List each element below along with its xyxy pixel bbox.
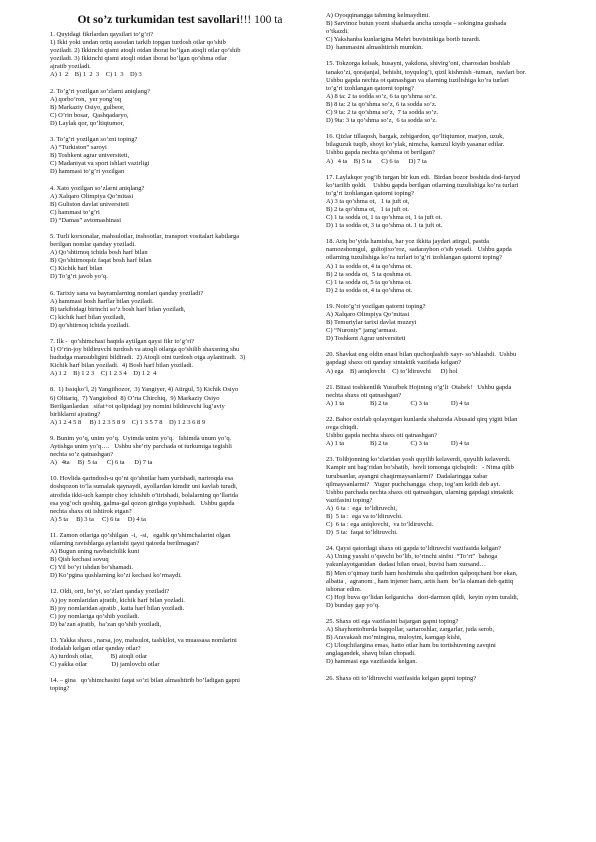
question-line: A) Xalqaro Olimpiya Qo’mitasi (326, 311, 410, 318)
right-column (326, 12, 566, 691)
question-line: albatta , agranom , ham injener ham, artis ham bo’la olaman deb qattiq (326, 577, 514, 585)
question-line: vazifasini toping? (326, 496, 373, 504)
question-block (326, 675, 566, 683)
question-line: C) 9 ta: 2 ta qo’shma so’z, 7 ta sodda so’z. (326, 109, 439, 117)
question-line: otlarning ravishlarga aylanishi qaysi qatorda berilmagan? (50, 539, 200, 547)
question-block (326, 545, 566, 610)
question-line: D) bunday gap yo’q. (326, 601, 380, 609)
question-line: Ushbu parchada nechta shaxs oti qatnashgan, ularning gapdagi sintaktik (326, 488, 514, 496)
question-block (50, 588, 310, 628)
question-line: D) ba’zan ajratib, ba’zan qo’shib yoziladi, (50, 620, 162, 628)
question-block (326, 416, 566, 448)
question-line: qilmaysanlarmi? Yugur puchchangga chop, tog’am keldi deb ayt. (326, 480, 501, 488)
question-line: A) 1 ta B) 2 ta C) 3 ta D) 4 ta (326, 399, 469, 407)
question-line: A) ega B) aniqlovchi C) to’ldiruvchi D) hol (326, 367, 458, 375)
question-line: anglagandek, shavq bilan chopadi. (326, 650, 416, 658)
question-line: B) 2 ta sodda ot, 5 ta qoshma ot. (326, 270, 412, 278)
question-line: yakunlayotganidan dadasi bilan onasi, buvisi ham xursand… (326, 561, 486, 569)
question-line: 16. Qizlar tillaqosh, bargak, zebigardon, qo’ltiqtumor, marjon, uzuk, (326, 133, 504, 141)
question-line: B) 8 ta: 2 ta qo’shma so’z, 6 ta sodda so’z. (326, 100, 437, 108)
question-line: C) 6 ta : ega aniqlovchi, va to’ldiruvchi. (326, 521, 434, 529)
question-line: B) 5 ta : ega va to’ldiruvchi. (326, 512, 403, 520)
question-line: 3. To’g’ri yozilgan so’zni toping? (50, 136, 138, 144)
question-block (326, 133, 566, 165)
question-line: A) “Turkiston” saroyi (50, 144, 107, 152)
question-line: 19. Noto’g’ri yozilgan qatorni toping? (326, 302, 426, 310)
question-line: A) 4 ta B) 5 ta C) 6 ta D) 7 ta (326, 157, 427, 165)
question-line: Ushbu gapda nechta shaxs oti qatnashgan? (326, 432, 438, 440)
question-line: 7. Ilk - qo’shimchasi haqida aytilgan qaysi fikr to’g’ri? (50, 338, 195, 345)
question-line: C) kichik harf bilan yoziladi, (50, 313, 126, 321)
question-line: A) Uning yaxshi o’quvchi bo’lib, to’rinchi sinfni “To’rt” bahoga (326, 553, 498, 561)
question-line: tanako’zi, qorajanjal, behisht, toyqulog’i, qizil kishmish -tuman, navlari bor. (326, 68, 527, 76)
question-line: 6. Tarixiy sana va bayramlarning nomlari qanday yoziladi? (50, 289, 204, 297)
question-line: berilgan nomlar qanday yoziladi. (50, 241, 136, 249)
question-line: 9. Bunim yo’q, unim yo’q. Uyimda unim yo’q. Ishimda unum yo’q. (50, 434, 232, 442)
question-block (50, 233, 310, 282)
question-line: nechta shaxs oti ishtirok etgan? (50, 507, 132, 515)
question-line: 4. Xato yozilgan so’zlarni aniqlang? (50, 184, 145, 192)
question-line: 10. Hovlida qarindosh-u qo’ni qo’shnilar ham yurishadi, nariroqda esa (50, 475, 234, 483)
question-line: 8. 1) Issiqko’l, 2) Yangiihozor, 3) Yangiyer, 4) Atirgul, 5) Kichik Osiyo (50, 386, 239, 394)
question-line: 20. Shavkat eng oldin enasi bilan quchoqlashib xayr- so’shlashdi. Ushbu (326, 351, 517, 359)
question-line: 6) Olttariq, 7) Yangiobod 8) O’rta Chirchiq, 9) Markaziy Osiyo (50, 394, 220, 402)
question-line: yoziladi. 2) Ikkinchi qismi atoqli otdan iborat bo’lgan atoqli otlar qo’shib (50, 47, 241, 55)
question-block (50, 338, 310, 378)
question-line: D) Toshkent Agrar universiteti (326, 335, 406, 343)
question-block (50, 185, 310, 225)
question-block (326, 238, 566, 295)
question-line: B) Toshkent agrar universiteti, (50, 152, 130, 160)
question-block (326, 60, 566, 125)
question-line: B) Qo’shtirnoqsiz faqat bosh harf bilan (50, 257, 152, 265)
question-line: A) Xalqaro Olimpiya Qo’mitasi (50, 192, 134, 200)
question-line: B) Men o’qimay turib ham hoshimda shu qadirdon qalpoqchani bor ekan, (326, 569, 518, 577)
question-line: C) joy nomlariga qo’shib yoziladi. (50, 612, 140, 620)
question-line: 13. Yakka shaxs , narsa, joy, mahsulot, tashkilot, va muassasa nomlarini (50, 636, 237, 644)
question-line: B) Markaziy Osiyo, gulbeor, (50, 103, 125, 111)
question-block (50, 290, 310, 330)
question-line: D) qo’shtirnoq ichida yoziladi. (50, 321, 130, 329)
question-line: o’tkazdi. (326, 28, 349, 36)
question-block (50, 677, 310, 693)
left-column (50, 12, 310, 701)
question-block (326, 456, 566, 537)
question-line: D) 9ta: 3 ta qo’shma so’z, 6 ta sodda so’z. (326, 117, 437, 125)
question-line: 11. Zamon otlariga qo’shilgan -i, -si, egalik qo’shimchalarini olgan (50, 531, 231, 539)
question-line: 24. Qaysi qatordagi shaxs oti gapda to’ldiruvchi vazifasida kelgan? (326, 545, 501, 553)
question-line: 1. Quyidagi fikrlardan qaysilari to’g’ri? (50, 31, 154, 38)
question-line: C) Uloqchilargina emas, hatto otlar ham bu tortishuvning zavqini (326, 642, 496, 650)
question-line: C) Kichik harf bilan (50, 265, 103, 273)
question-line: turubsanlar, ayangni chaqirmaysanlarmi? Dadalaringga xabar (326, 472, 488, 480)
question-line: D) “Damas” avtomashinasi (50, 216, 122, 224)
question-line: esa yog’och qoshiq, galma-gal qozon girdiga yopishadi. Ushbu gapda (50, 499, 235, 507)
question-line: 15. Tokzorga kelsak, husayni, yakdona, shivirg’oni, charosdan boshlab (326, 60, 511, 68)
page-title (50, 14, 310, 26)
question-line: ifodalab kelgan otlar qanday otlar? (50, 645, 141, 652)
question-line: C) 1 ta sodda ot, 5 ta qo’shma ot. (326, 278, 412, 286)
question-line: yoziladi. 3) Ikkinchi qismi atoqli otdan iborat bo’lgan qo’shma otlar (50, 55, 227, 63)
question-line: A) 6 ta : ega to’ldiruvchi, (326, 504, 397, 512)
question-line: C) “Nuroniy” jamg’armasi. (326, 327, 398, 335)
question-line: B) Sarvinoz butun yozni shaharda ancha uzoqda – sokingina gushada (326, 20, 507, 28)
question-line: A) Shayhontohurda baqqollar, sartaroshlar, zargarlar, juda serob, (326, 626, 495, 634)
question-line: 12. Oldi, orti, bo’yi, so’zlari qanday yoziladi? (50, 588, 170, 596)
question-line: C) Hoji buva qo’lidan kelganicha dori-darmon qildi, keyin oyim turaldi, (326, 593, 519, 601)
question-line: B) Aravakash mo’mingina, muloyim, kamgap kishi, (326, 634, 462, 642)
question-line: A) 4ta B) 5 ta C) 6 ta D) 7 ta (50, 459, 153, 467)
question-line: bilaguzuk tuqib, shoyi ko’ylak, nimcha, kamzul kiyib yasanar edilar. (326, 141, 505, 149)
question-block (50, 386, 310, 426)
question-line: A) Bugun uning navbatchilik kuni (50, 548, 140, 556)
question-line: Kichik harf bilan yoziladi. 4) Bosh harf bilan yoziladi. (50, 362, 194, 370)
question-line: D) hammasi to’g’ri yozilgan (50, 168, 125, 176)
question-block (50, 475, 310, 524)
question-line: B) Qish kechasi sovuq (50, 556, 109, 564)
question-line: to’g’ri izohlangan qatorni toping? (326, 84, 414, 92)
question-line: D) 2 ta sodda ot, 4 ta qo’shma ot. (326, 286, 413, 294)
question-line: birliklarni ajrating? (50, 410, 101, 418)
question-line: 23. Tolibjonning ko’zlaridan yosh quyilib kelaverdi, quyulib kelaverdi. (326, 456, 511, 464)
question-line: A) 1 2 B) 1 2 3 C) 1 2 3 4 D) 1 2 4 (50, 370, 157, 378)
question-line: 26. Shaxs oti to’ldiruvchi vazifasida kelgan gapni toping? (326, 674, 477, 682)
question-line: C) 1 ta sodda ot, 1 ta qo’shma ot, 1 ta juft ot. (326, 214, 443, 222)
question-line: A) 1 ta B) 2 ta C) 3 ta D) 4 ta (326, 440, 469, 448)
question-block (50, 435, 310, 467)
question-line: A) 5 ta B) 3 ta C) 6 ta D) 4 ta (50, 515, 146, 523)
question-line: 18. Ariq bo’yida hamisha, har yoz ikkita jaydari atirgul, pastda (326, 238, 490, 246)
question-line: toping? (50, 685, 70, 693)
question-line: 5. Turli korxonalar, mahsulotlar, inshootlar, transport vositalari kabilarga (50, 232, 240, 240)
question-line: 1) Ikki yoki undan ortiq asosdan tarkib topgan turdosh otlar qo’shib (50, 39, 226, 47)
question-line: A) Oyoqqinangga tahming kelmaydimi. (326, 12, 430, 19)
question-line: 14. – gina qo’shimchasini faqat so’zi bilan almashtirib bo’ladigan gapni (50, 677, 240, 685)
question-line: D) hammasi ega vazifasida kelgan. (326, 658, 418, 666)
question-line: to’g’ri izohlangan qatorni toping? (326, 189, 414, 197)
question-line: C) Madaniyat va sport ishlari vazirligi (50, 160, 150, 168)
question-block (326, 618, 566, 667)
question-line: C) Yil bo’yi ishdan bo’shamadi. (50, 564, 133, 572)
question-block (326, 384, 566, 408)
question-line: 1) O’rin-joy bildiruvchi turdosh va atoqli otlarga qo’shilib shaxsning shu (50, 346, 240, 354)
question-line: D) 1 ta sodda ot, 3 ta qo’shma ot. 1 ta juft ot. (326, 222, 443, 230)
question-line: gapdagi shaxs oti qanday sintaktik vazifada kelgan? (326, 359, 462, 367)
question-line: ajratib yoziladi. (50, 63, 91, 71)
question-line: Kampir uni bag’ridan bo’shatib, hovli tomonga qichqirdi: - Nima qilib (326, 464, 514, 472)
question-line: C) yakka otlar D) jamlovchi otlar (50, 661, 160, 669)
question-block (50, 532, 310, 581)
question-line: Berilganlardan sifat+ot qolipidagi joy nomini bildiruvchi lug’aviy (50, 402, 225, 410)
question-line: ishonar edim. (326, 585, 362, 593)
question-line: D) Ko’pgina qushlarning ko’zi kechasi ko’rmaydi. (50, 572, 182, 580)
question-line: A) joy nomlaridan ajratib, kichik harf bilan yozladi. (50, 596, 185, 604)
question-line: 2. To’g’ri yozilgan so’zlarni aniqlang? (50, 87, 150, 95)
question-line: D) 5 ta: faqat to’ldiruvchi. (326, 529, 398, 537)
question-block (50, 31, 310, 80)
question-line: A) turdosh otlar, B) atoqli otlar (50, 653, 148, 661)
question-line: nechta so’z qatnashgan? (50, 451, 114, 459)
question-line: C) hammasi to’g’ri (50, 208, 100, 216)
question-block (326, 303, 566, 343)
question-line: C) O’rin bosar, Qashqadaryo, (50, 111, 129, 119)
question-line: 21. Bitasi toshkentlik Yusufbek Hojining o’g’li Otabek! Ushbu gapda (326, 383, 512, 391)
question-line: hududga mansubligini bildiradi. 2) Atoqli otni turdosh otga aylantiradi. 3) (50, 354, 246, 362)
question-line: A) 1 2 B) 1 2 3 C) 1 3 D) 3 (50, 71, 142, 79)
question-line: otlarning tuzulishiga ko’ra turlari to’g’ri izohlangan qatorni toping? (326, 254, 502, 262)
question-line: doshqozon to’la sumalak qaynaydi, ayollardan kimdir uni kavlab turadi, (50, 483, 238, 491)
question-line: D) To’g’ri javob yo’q. (50, 273, 108, 281)
question-line: D) hammasini almashtirish mumkin. (326, 44, 423, 52)
question-line: D) Laylak qor, qo’ltiqtumor, (50, 119, 125, 127)
question-line: 22. Bahor oxirlab qolayotgan kunlarda shahzoda Abusaid qirq yigiti bilan (326, 415, 518, 423)
title-bold: Ot so’z turkumidan test savollari (77, 14, 240, 26)
question-line: ovga chiqdi. (326, 424, 359, 432)
question-line: A) 8 ta: 2 ta sodda so’z, 6 ta qo’shma so’z. (326, 92, 437, 100)
question-line: B) 2 ta qo’shma ot, 1 ta juft ot. (326, 205, 410, 213)
question-line: C) Yakshanba kunlarigina Mehri buvisinikiga borib turardi. (326, 36, 481, 44)
title-extra: !!! 100 ta (239, 14, 283, 26)
question-line: Ushbu gapda nechta qo’shma ot berilgan? (326, 149, 435, 157)
question-line: A) 3 ta qo’shma ot, 1 ta juft ot, (326, 197, 410, 205)
question-line: A) 1 ta sodda ot, 4 ta qo’shma ot. (326, 262, 413, 270)
question-line: namozshomgul, gultojixo’roz, sadarayhon o’sib yotadi. Ushbu gapda (326, 246, 512, 254)
question-block (50, 637, 310, 669)
question-line: nechta shaxs oti qatnashgan? (326, 391, 402, 399)
question-line: B) joy nomlaridan ajratib , katta harf bilan yoziladi. (50, 604, 185, 612)
question-block (50, 136, 310, 176)
question-line: B) Guliston davlat universiteti (50, 200, 129, 208)
question-line: atrofida ikki-uch kampir choy ichishib o’tirishadi, bolalarning qo’llarida (50, 491, 238, 499)
question-line: 25. Shaxs oti ega vazifasini bajargan gapni toping? (326, 618, 459, 625)
question-line: A) hammasi bosh harflar bilan yoziladi. (50, 297, 154, 305)
question-line: A) Qo’shtirnoq ichida bosh harf bilan (50, 249, 148, 257)
question-block (326, 351, 566, 375)
question-line: 17. Laylakqor yog’ib turgan bir kun edi. Birdan bozor boshida dod-faryod (326, 173, 521, 181)
question-line: B) tarkibidagi birinchi so’z bosh harf bilan yoziladi, (50, 305, 186, 313)
question-line: Ushbu gapda nechta ot qatnashgan va ularning tuzilishiga ko’ra turlari (326, 76, 509, 84)
question-line: ko’tarilib qoldi. Ushbu gapda berilgan otlarning tuzulishiga ko’ra turlari (326, 181, 519, 189)
question-block (50, 88, 310, 128)
question-line: A) qorbo’ron, yer yong’oq (50, 95, 121, 103)
question-block (326, 174, 566, 231)
question-line: Aytishga unim yo’q…. Ushbu she’riy parchada ot turkumiga tegishli (50, 443, 232, 451)
question-line: A) 1 2 4 5 8 B) 1 2 3 5 8 9 C) 1 3 5 7 8 D) 1 2 3 6 8 9 (50, 418, 206, 426)
question-block (326, 12, 566, 52)
question-line: B) Temuriylar tarixi davlat muzeyi (326, 319, 417, 327)
